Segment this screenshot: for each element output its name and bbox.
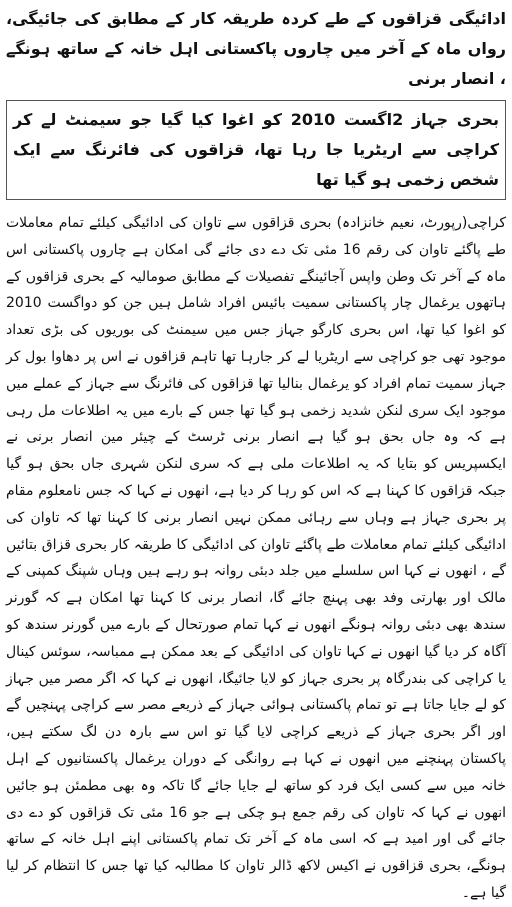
subheadline-box <box>6 100 506 200</box>
article-subheadline: بحری جہاز 2اگست 2010 کو اغوا کیا گیا جو سیمنٹ لے کر کراچی سے اریٹریا جا رہا تھا، قزاقوں کی فائرنگ سے ایک شخص زخمی ہو گیا تھا <box>13 110 500 189</box>
article-headline: ادائیگی قزاقوں کے طے کردہ طریقہ کار کے مطابق کی جائیگی، رواں ماہ کے آخر میں چاروں پاکستانی اہل خانہ کے ساتھ ہونگے ، انصار برنی <box>6 9 506 88</box>
article-body: کراچی(رپورٹ، نعیم خانزادہ) بحری قزاقوں سے تاوان کی ادائیگی کیلئے تمام معاملات طے پاگئے تاوان کی رقم 16 مئی تک دے دی جائے گی امکان ہے چاروں پاکستانی اس ماہ کے آخر تک وطن واپس آجائینگے تفصیلات کے مطابق صومالیہ کے بحری قزاقوں کے ہاتھوں یرغمال چار پاکستانی سمیت بائیس افراد شامل ہیں جن کو دواگست 2010 کو اغوا کیا تھا، اس بحری کارگو جہاز جس میں سیمنٹ کی بوریوں کی بڑی تعداد موجود تھی جو کراچی سے اریٹریا لے کر جارہا تھا تاہم قزاقوں نے اس پر دھاوا بول کر جہاز سمیت تمام افراد کو یرغمال بنالیا تھا قزاقوں کی فائرنگ سے جہاز کے عملے میں موجود ایک سری لنکن شدید زخمی ہو گیا تھا جس کے بارے میں یہ اطلاعات مل رہی ہے کہ وہ جاں بحق ہو گیا ہے انصار برنی ٹرسٹ کے چیئر مین انصار برنی نے ایکسپریس کو بتایا کہ یہ اطلاعات ملی ہے کہ سری لنکن شہری جاں بحق ہو گیا جبکہ قزاقوں کا کہنا ہے کہ اس کو رہا کر دیا ہے، انھوں نے کہا کہ جس نامعلوم مقام پر بحری جہاز ہے وہاں سے رہائی ممکن نہیں انصار برنی کا کہنا تھا کہ تاوان کی ادائیگی کیلئے تمام معاملات طے پاگئے تاوان کی ادائیگی کا طریقہ کار بحری قزاق بتائیں گے ، انھوں نے کہا اس سلسلے میں جلد دبئی روانہ ہو رہے ہیں وہاں شپنگ کمپنی کے مالک اور بھارتی وفد بھی پہنچ جائے گا، انصار برنی کا کہنا تھا امکان ہے کہ گورنر سندھ بھی دبئی روانہ ہونگے انھوں نے کہا تمام صورتحال کے بارے میں گورنر سندھ کو آگاہ کر دیا گیا انھوں نے کہا تاوان کی ادائیگی کے بعد ممکن ہے ممباسہ، سوئس کینال یا کراچی کی بندرگاہ پر بحری جہاز کو لایا جائیگا، انھوں نے کہا کہ اگر مصر میں جہاز کو لے جایا جاتا ہے تو تمام پاکستانی ہوائی جہاز کے ذریعے مصر سے کراچی پہنچیں گے اور اگر بحری جہاز کے ذریعے کراچی لایا گیا تو اس سے بارہ دن لگ سکتے ہیں، پاکستان پہنچنے میں انھوں نے کہا ہے روانگی کے دوران یرغمال پاکستانیوں کے اہل خانہ میں سے کسی ایک فرد کو ساتھ لے جایا جائے گا تاکہ وہ بھی مطمئن ہو جائیں انھوں نے کہا کہ تاوان کی رقم جمع ہو چکی ہے جو 16 مئی تک قزاقوں کو دے دی جائے گی اور امید ہے کہ اسی ماہ کے آخر تک تمام پاکستانی اپنے اہل خانہ کے ساتھ ہونگے، بحری قزاقوں نے اکیس لاکھ ڈالر تاوان کا مطالبہ کیا تھا جس کا انتظام کر لیا گیا ہے۔ <box>6 215 507 901</box>
